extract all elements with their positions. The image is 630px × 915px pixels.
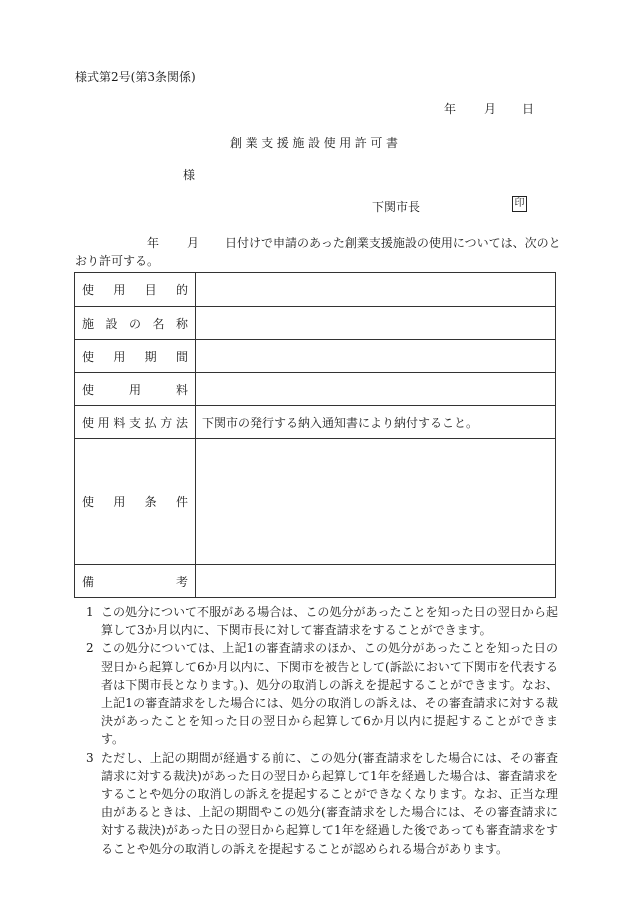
document-title: 創業支援施設使用許可書: [230, 136, 402, 150]
remarks-label: [75, 565, 196, 598]
permit-table: [74, 272, 556, 598]
fee-payment-method-label-char: 払: [144, 415, 157, 430]
note-item: [82, 639, 558, 748]
note-number: 3: [86, 750, 94, 765]
usage-fee-label-char: 料: [175, 382, 188, 397]
seal-mark: 印: [512, 196, 527, 212]
usage-period-value: [196, 340, 556, 373]
note-item: [82, 749, 558, 858]
table-row-usage-period: [75, 340, 556, 373]
table-row-usage-purpose: [75, 273, 556, 307]
facility-name-label-char: の: [128, 316, 141, 331]
fee-payment-method-label: [75, 406, 196, 439]
issuer-name: 下関市長: [372, 200, 421, 214]
table-row-facility-name: [75, 307, 556, 340]
usage-conditions-value: [196, 439, 556, 565]
usage-fee-label-char: 用: [128, 382, 141, 397]
note-number: 1: [86, 605, 94, 619]
remarks-label-char: 考: [175, 574, 188, 589]
usage-purpose-label-char: 使: [82, 283, 95, 297]
usage-fee-value: [196, 373, 556, 406]
usage-period-label-char: 使: [82, 349, 95, 364]
usage-fee-label: [75, 373, 196, 406]
addressee-suffix: 様: [183, 168, 196, 182]
form-number: 様式第2号(第3条関係): [75, 70, 196, 84]
table-row-remarks: [75, 565, 556, 598]
intro-year: 年: [147, 236, 160, 250]
facility-name-label-char: 設: [105, 316, 118, 331]
facility-name-label-char: 名: [152, 316, 165, 331]
fee-payment-method-label-char: 方: [160, 415, 173, 430]
usage-period-label-char: 用: [113, 349, 126, 364]
usage-purpose-label: [75, 273, 196, 307]
date-year: 年: [444, 102, 457, 116]
intro-line-2: おり許可する。: [75, 254, 160, 268]
intro-line-1: [147, 234, 561, 251]
intro-month: 月: [187, 236, 200, 250]
note-number: 2: [86, 641, 94, 656]
facility-name-value: [196, 307, 556, 340]
table-row-usage-fee: [75, 373, 556, 406]
issue-date: [444, 100, 534, 117]
usage-conditions-label-char: 条: [144, 495, 157, 509]
usage-conditions-label: [75, 439, 196, 565]
usage-conditions-label-char: 使: [82, 495, 95, 509]
facility-name-label: [75, 307, 196, 340]
fee-payment-method-label-char: 使: [82, 415, 95, 430]
table-row-fee-payment-method: [75, 406, 556, 439]
usage-conditions-label-char: 用: [113, 495, 126, 509]
note-text: この処分について不服がある場合は、この処分があったことを知った日の翌日から起算して3か月以内に、下関市長に対して審査請求をすることができます。: [101, 605, 558, 638]
date-month: 月: [484, 102, 497, 116]
fee-payment-method-label-char: 用: [97, 415, 110, 430]
intro-text: 日付けで申請のあった創業支援施設の使用については、次のと: [225, 236, 561, 250]
fee-payment-method-value: 下関市の発行する納入通知書により納付すること。: [196, 406, 556, 439]
usage-purpose-label-char: 目: [144, 283, 157, 297]
note-text: ただし、上記の期間が経過する前に、この処分(審査請求をした場合には、その審査請求に対する裁決)があった日の翌日から起算して1年を経過した場合は、審査請求をすることや処分の取消しの訴えを提起することができなくなります。なお、正当な理由があるときは、上記の期間やこの処分(審査請求をした場合には、その審査請求に対する裁決)があった日の翌日から起算して1年を経過した後であっても審査請求をすることや処分の取消しの訴えを提起することが認められる場合があります。: [101, 750, 558, 856]
usage-conditions-label-char: 件: [175, 495, 188, 509]
note-item: [82, 603, 558, 639]
usage-period-label-char: 期: [144, 349, 157, 364]
notes-section: [82, 603, 558, 858]
facility-name-label-char: 施: [82, 316, 95, 331]
fee-payment-method-label-char: 支: [128, 415, 141, 430]
table-row-usage-conditions: [75, 439, 556, 565]
usage-fee-label-char: 使: [82, 382, 95, 397]
usage-period-label-char: 間: [175, 349, 188, 364]
fee-payment-method-label-char: 法: [175, 415, 188, 430]
usage-purpose-label-char: 用: [113, 283, 126, 297]
facility-name-label-char: 称: [175, 316, 188, 331]
fee-payment-method-label-char: 料: [113, 415, 126, 430]
date-day: 日: [522, 102, 535, 116]
remarks-label-char: 備: [82, 574, 95, 589]
usage-period-label: [75, 340, 196, 373]
note-text: この処分については、上記1の審査請求のほか、この処分があったことを知った日の翌日から起算して6か月以内に、下関市を被告として(訴訟において下関市を代表する者は下関市長となります。)、処分の取消しの訴えを提起することができます。なお、上記1の審査請求をした場合には、処分の取消しの訴えは、その審査請求に対する裁決があったことを知った日の翌日から起算して6か月以内に提起することができます。: [101, 641, 558, 747]
usage-purpose-label-char: 的: [175, 283, 188, 297]
usage-purpose-value: [196, 273, 556, 307]
remarks-value: [196, 565, 556, 598]
